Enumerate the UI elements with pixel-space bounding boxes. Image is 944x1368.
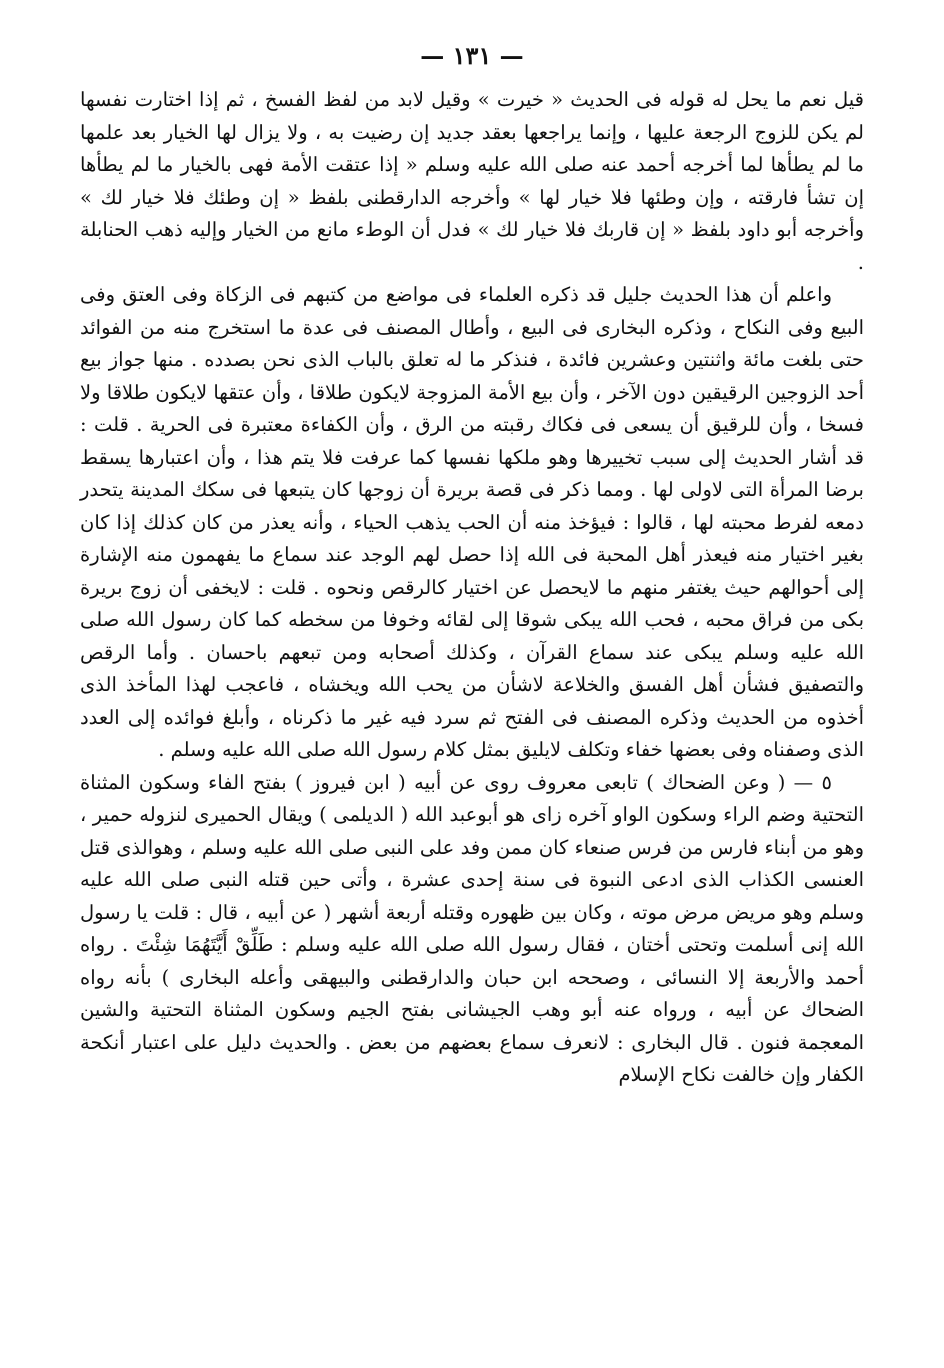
paragraph-hadith-benefits: واعلم أن هذا الحديث جليل قد ذكره العلماء فى مواضع من كتبهم فى الزكاة وفى العتق وفى البيع وفى النكاح ، وذكره البخارى فى البيع ، وأطال المصنف فى عدة ما استخرج منه من الفوائد حتى بلغت مائة واثنتين وعشرين فائدة ، فنذكر ما له تعلق بالباب الذى نحن بصدده . منها جواز بيع أحد الزوجين الرقيقين دون الآخر ، وأن بيع الأمة المزوجة لايكون طلاقا ، وأن عتقها لايكون طلاقا ولا فسخا ، وأن للرقيق أن يسعى فى فكاك رقبته من الرق ، وأن الكفاءة معتبرة فى الحرية . قلت : قد أشار الحديث إلى سبب تخييرها وهو ملكها نفسها كما عرفت فلا يتم هذا ، وأن اعتبارها يسقط برضا المرأة التى لاولى لها . ومما ذكر فى قصة بريرة أن زوجها كان يتبعها فى سكك المدينة يتحدر دمعه لفرط محبته لها ، قالوا : فيؤخذ منه أن الحب يذهب الحياء ، وأنه يعذر من كان كذلك إذا كان بغير اختيار منه فيعذر أهل المحبة فى الله إذا حصل لهم الوجد عند سماع ما يفهمون منه الإشارة إلى أحوالهم حيث يغتفر منهم ما لايحصل عن اختيار كالرقص ونحوه . قلت : لايخفى أن زوج بريرة بكى من فراق محبه ، فحب الله يبكى شوقا إلى لقائه وخوفا من سخطه كما كان رسول الله صلى الله عليه وسلم يبكى عند سماع القرآن ، وكذلك أصحابه ومن تبعهم باحسان . وأما الرقص والتصفيق فشأن أهل الفسق والخلاعة لاشأن من يحب الله ويخشاه ، فاعجب لهذا المأخذ الذى أخذوه من الحديث وذكره المصنف فى الفتح ثم سرد فيه غير ما ذكرناه ، وأبلغ فوائده إلى العدد الذى وصفناه وفى بعضها خفاء وتكلف لايليق بمثل كلام رسول الله صلى الله عليه وسلم .	[80, 283, 864, 761]
book-page	[80, 36, 864, 1092]
page-body	[80, 84, 864, 1092]
paragraph-hadith-5-dahhak: ٥ — ( وعن الضحاك ) تابعى معروف روى عن أبيه ( ابن فيروز ) بفتح الفاء وسكون المثناة التحتية وضم الراء وسكون الواو آخره زاى هو أبوعبد الله ( الديلمى ) ويقال الحميرى لنزوله حمير ، وهو من أبناء فارس من فرس صنعاء كان ممن وفد على النبى صلى الله عليه وسلم ، وهوالذى قتل العنسى الكذاب الذى ادعى النبوة فى سنة إحدى عشرة ، وأتى حين قتله النبى صلى الله عليه وسلم وهو مريض مرض موته ، وكان بين ظهوره وقتله أربعة أشهر ( عن أبيه ، قال : قلت يا رسول الله إنى أسلمت وتحتى أختان ، فقال رسول الله صلى الله عليه وسلم : طَلِّقْ أَيَّتَهُمَا شِئْتَ . رواه أحمد والأربعة إلا النسائى ، وصححه ابن حبان والدارقطنى والبيهقى وأعله البخارى ) بأنه رواه الضحاك عن أبيه ، ورواه عنه أبو وهب الجيشانى بفتح الجيم وسكون المثناة التحتية والشين المعجمة فنون . قال البخارى : لانعرف سماع بعضهم من بعض . والحديث دليل على اعتبار أنكحة الكفار وإن خالفت نكاح الإسلام	[80, 770, 864, 1086]
page-number: — ١٣١ —	[420, 41, 524, 70]
paragraph-khiyar-continuation: قيل نعم ما يحل له قوله فى الحديث « خيرت » وقيل لابد من لفظ الفسخ ، ثم إذا اختارت نفسها لم يكن للزوج الرجعة عليها ، وإنما يراجعها بعقد جديد إن رضيت به ، ولا يزال لها الخيار بعد علمها ما لم يطأها لما أخرجه أحمد عنه صلى الله عليه وسلم « إذا عتقت الأمة فهى بالخيار ما لم يطأها إن تشأ فارقته ، وإن وطئها فلا خيار لها » وأخرجه الدارقطنى بلفظ « إن وطئك فلا خيار لك » وأخرجه أبو داود بلفظ « إن قاربك فلا خيار لك » فدل أن الوطء مانع من الخيار وإليه ذهب الحنابلة .	[80, 88, 864, 274]
